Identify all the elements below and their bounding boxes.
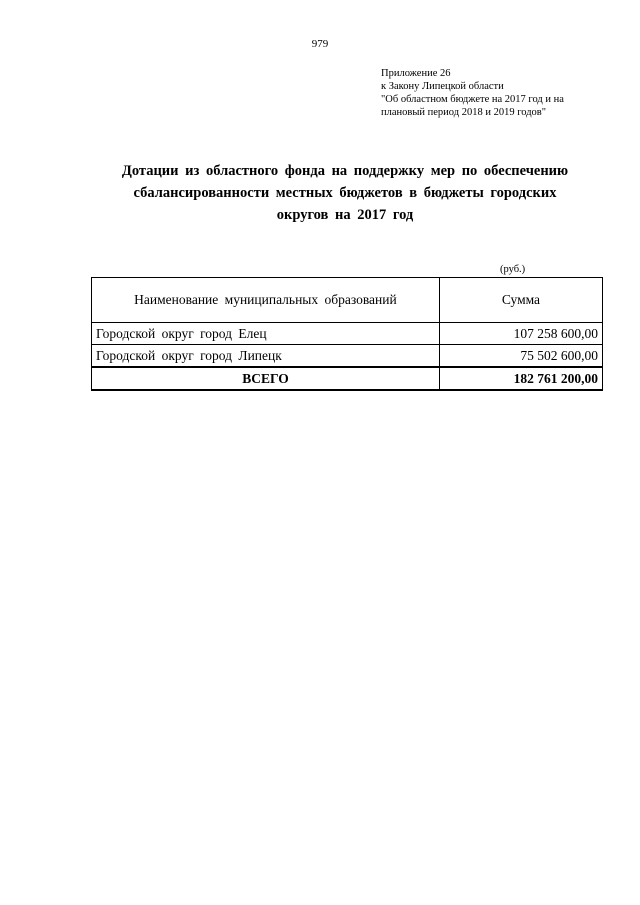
total-label: ВСЕГО (92, 367, 440, 390)
title-line: округов на 2017 год (276, 207, 414, 223)
document-title (95, 160, 595, 226)
title-line: Дотации из областного фонда на поддержку мер по обеспечению (121, 163, 569, 179)
table-header-row (92, 278, 603, 323)
appendix-line: плановый период 2018 и 2019 годов" (381, 107, 547, 118)
title-line: сбалансированности местных бюджетов в бюджеты городских (133, 185, 557, 201)
page-number: 979 (311, 38, 329, 50)
total-sum: 182 761 200,00 (439, 367, 602, 390)
row-name: Городской округ город Елец (92, 323, 440, 345)
appendix-note (381, 67, 631, 119)
row-sum: 75 502 600,00 (439, 345, 602, 368)
header-sum: Сумма (439, 278, 602, 323)
units-label: (руб.) (500, 264, 526, 275)
table-row (92, 345, 603, 368)
appendix-line: Приложение 26 (381, 68, 451, 79)
dotations-table (91, 277, 603, 391)
appendix-line: "Об областном бюджете на 2017 год и на (381, 94, 564, 105)
row-name: Городской округ город Липецк (92, 345, 440, 368)
header-name: Наименование муниципальных образований (92, 278, 440, 323)
table-row (92, 323, 603, 345)
total-row (92, 367, 603, 390)
appendix-line: к Закону Липецкой области (381, 81, 504, 92)
row-sum: 107 258 600,00 (439, 323, 602, 345)
